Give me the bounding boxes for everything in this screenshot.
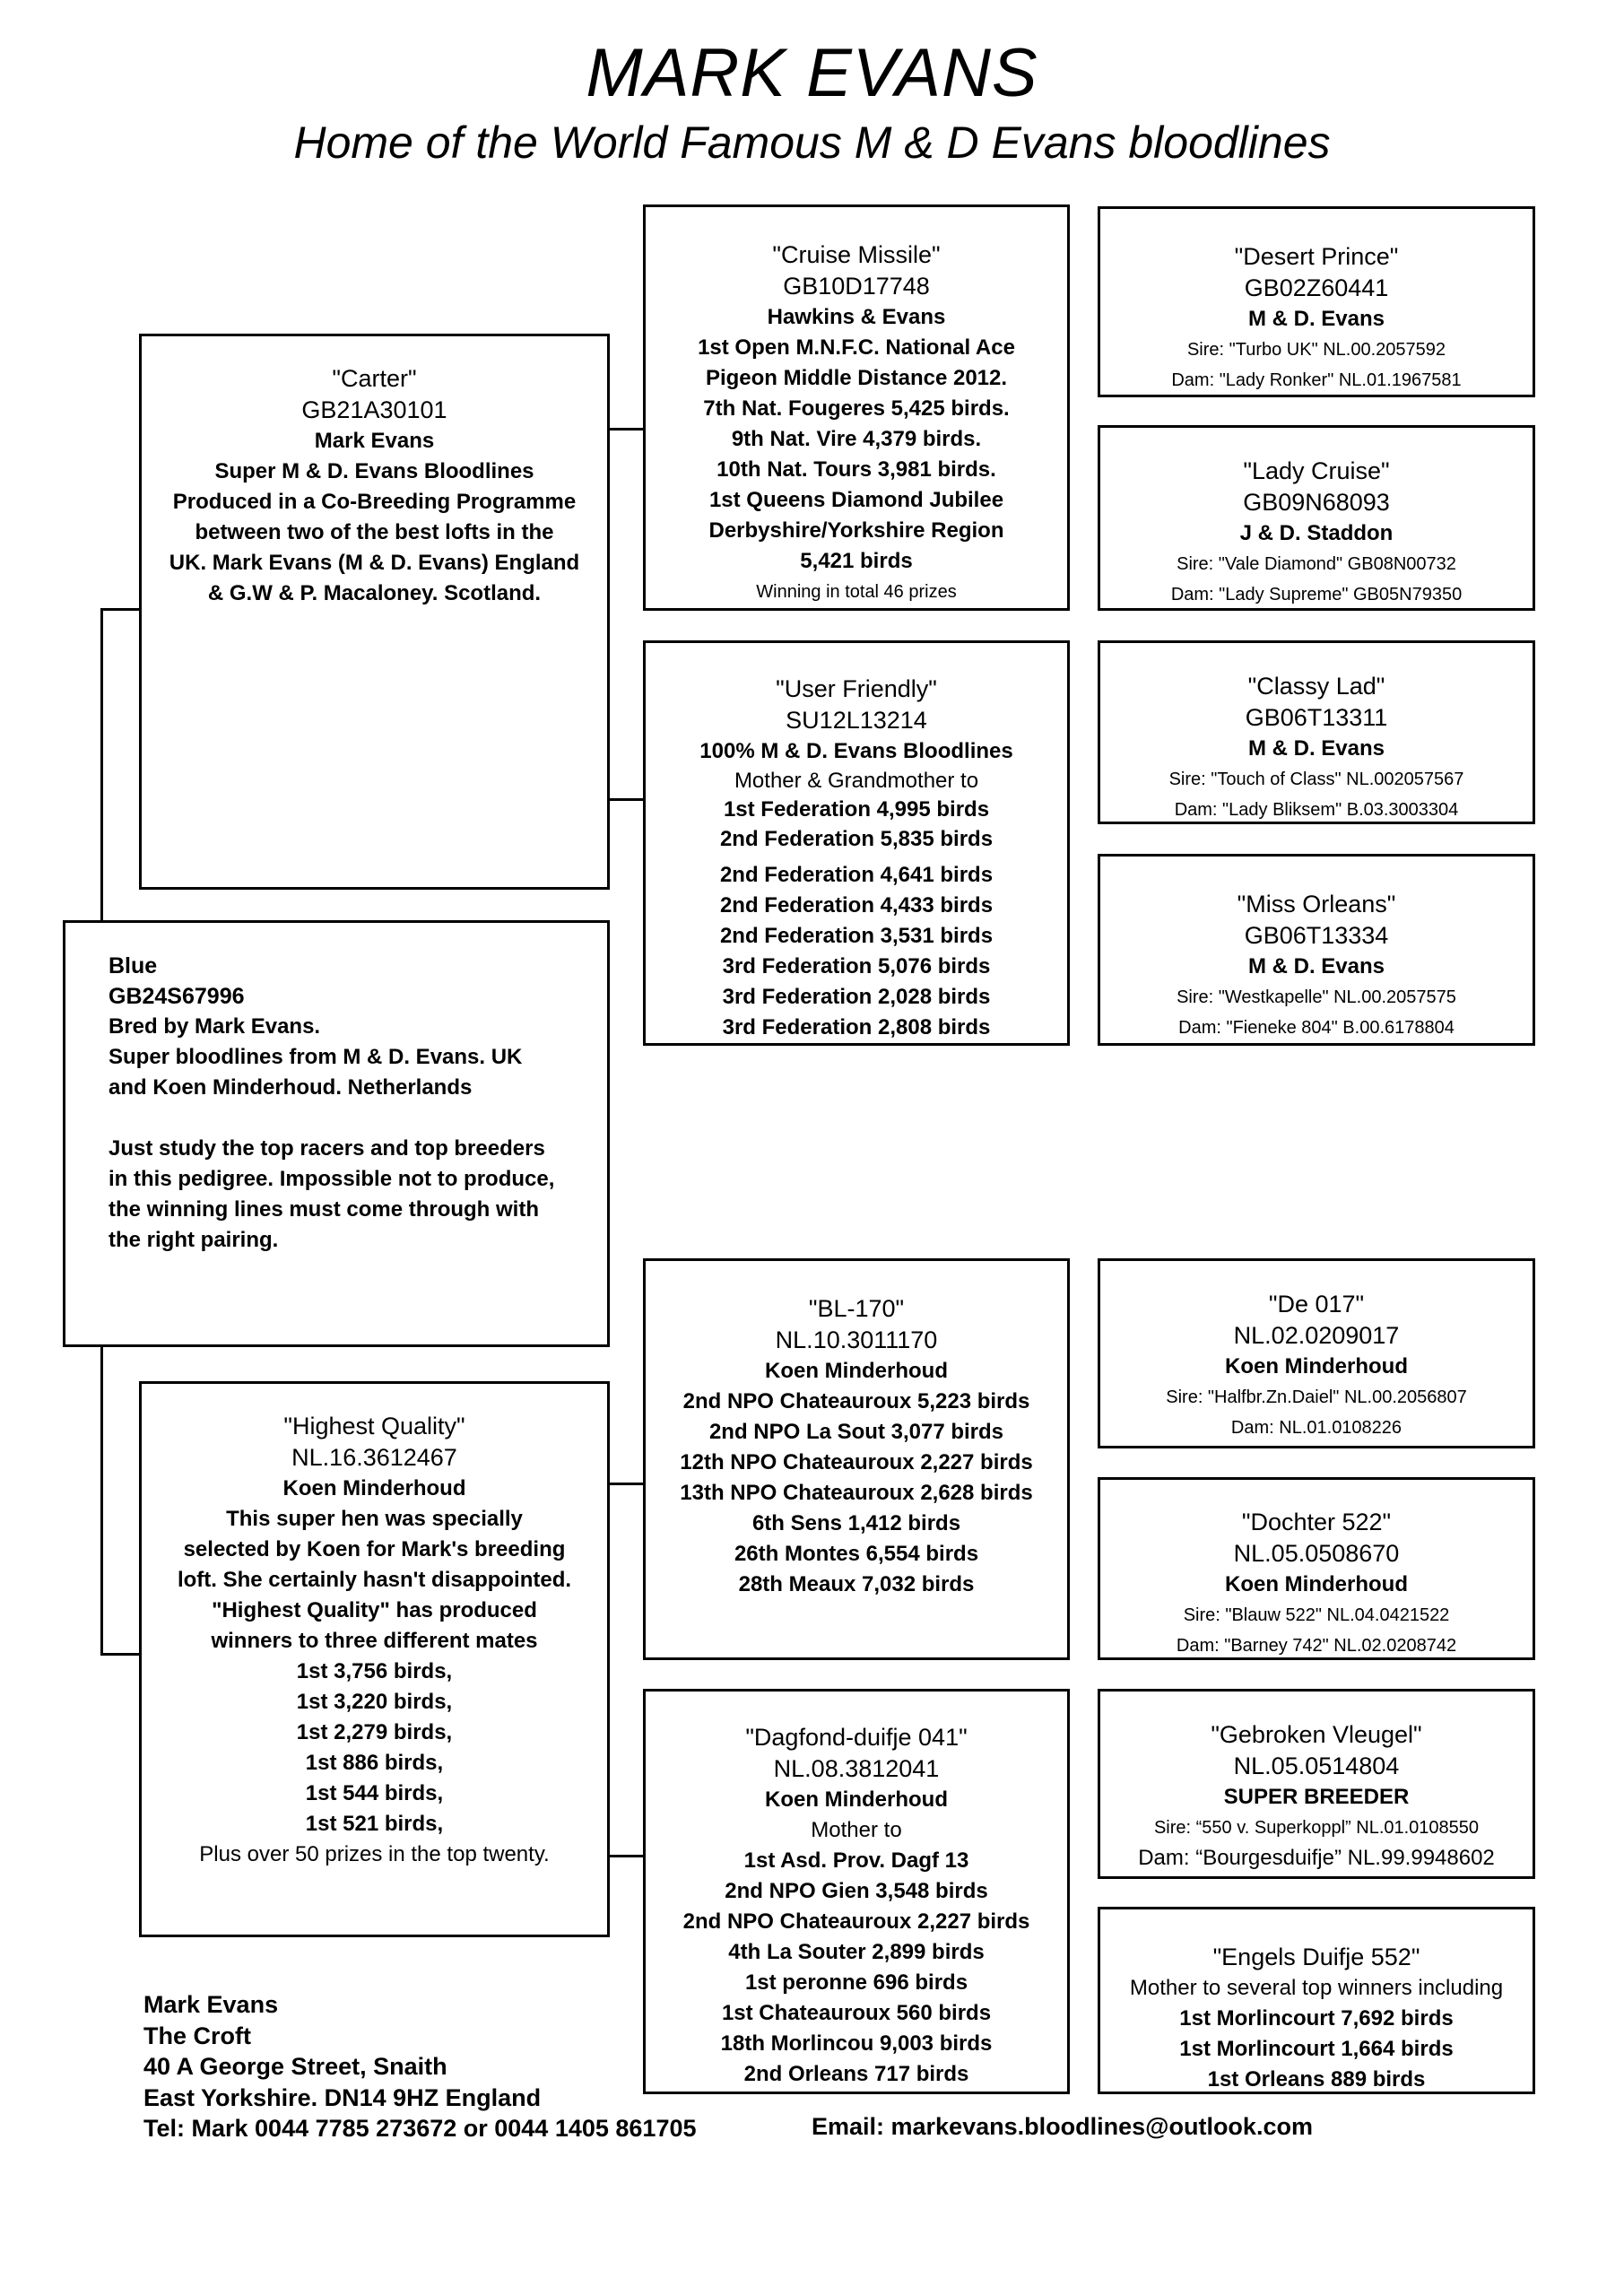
dam-dam-ring: NL.08.3812041 bbox=[773, 1755, 940, 1782]
subject-line: the winning lines must come through with bbox=[109, 1197, 539, 1222]
page-title: MARK EVANS bbox=[586, 35, 1038, 111]
gg-breeder: Koen Minderhoud bbox=[1225, 1354, 1408, 1378]
sire-sire-line: 9th Nat. Vire 4,379 birds. bbox=[731, 427, 982, 451]
sire-line: Produced in a Co-Breeding Programme bbox=[172, 490, 577, 514]
sire-line: between two of the best lofts in the bbox=[195, 520, 554, 544]
dam-sire-ring: NL.10.3011170 bbox=[775, 1326, 938, 1353]
subject-line: in this pedigree. Impossible not to produce, bbox=[109, 1167, 555, 1191]
contact-address bbox=[143, 1989, 697, 2144]
gg-dam: Dam: “Bourgesduifje” NL.99.9948602 bbox=[1138, 1846, 1495, 1870]
subject-line: the right pairing. bbox=[109, 1228, 279, 1252]
subject-name: Blue bbox=[109, 953, 158, 978]
gg-line: 1st Morlincourt 7,692 birds bbox=[1179, 2006, 1454, 2031]
sire-dam-line: 3rd Federation 5,076 birds bbox=[722, 954, 991, 978]
dam-dam-line: 18th Morlincou 9,003 birds bbox=[720, 2031, 993, 2056]
gg-dam: Dam: "Lady Bliksem" B.03.3003304 bbox=[1174, 800, 1459, 820]
wire bbox=[607, 1855, 645, 1857]
gg-name: "Miss Orleans" bbox=[1237, 891, 1396, 918]
gg-breeder: SUPER BREEDER bbox=[1223, 1785, 1410, 1809]
sire-dam-line: 3rd Federation 2,808 birds bbox=[722, 1015, 991, 1039]
dam-dam-line: 2nd Orleans 717 birds bbox=[743, 2062, 969, 2086]
sire-box bbox=[139, 334, 610, 890]
gg-name: "De 017" bbox=[1268, 1291, 1365, 1318]
wire bbox=[607, 1483, 645, 1485]
gg-box-dochter-522 bbox=[1098, 1477, 1535, 1660]
dam-line: "Highest Quality" has produced bbox=[212, 1598, 537, 1622]
gg-breeder: M & D. Evans bbox=[1247, 307, 1385, 331]
wire bbox=[607, 798, 645, 801]
sire-line: Mark Evans bbox=[314, 429, 435, 453]
gg-box-gebroken-vleugel bbox=[1098, 1689, 1535, 1879]
gg-line: 1st Morlincourt 1,664 birds bbox=[1179, 2037, 1454, 2061]
contact-line: The Croft bbox=[143, 2022, 251, 2049]
sire-name: "Carter" bbox=[332, 365, 417, 392]
sire-line: UK. Mark Evans (M & D. Evans) England bbox=[169, 551, 580, 575]
dam-sire-line: 6th Sens 1,412 birds bbox=[751, 1511, 961, 1535]
sire-sire-line: 1st Open M.N.F.C. National Ace bbox=[698, 335, 1015, 360]
gg-box-de-017 bbox=[1098, 1258, 1535, 1448]
dam-sire-line: 13th NPO Chateauroux 2,628 birds bbox=[680, 1481, 1033, 1505]
gg-line: Mother to several top winners including bbox=[1129, 1976, 1504, 2000]
gg-dam: Dam: NL.01.0108226 bbox=[1230, 1418, 1403, 1438]
gg-sire: Sire: "Halfbr.Zn.Daiel" NL.00.2056807 bbox=[1166, 1387, 1467, 1407]
dam-line: 1st 521 birds, bbox=[305, 1812, 444, 1836]
gg-dam: Dam: "Lady Supreme" GB05N79350 bbox=[1170, 585, 1463, 604]
dam-line: 1st 2,279 birds, bbox=[296, 1720, 453, 1744]
gg-breeder: M & D. Evans bbox=[1247, 954, 1385, 978]
gg-ring: NL.02.0209017 bbox=[1233, 1322, 1400, 1349]
dam-sire-line: 28th Meaux 7,032 birds bbox=[738, 1572, 975, 1596]
dam-line: winners to three different mates bbox=[211, 1629, 538, 1653]
sire-sire-line: Derbyshire/Yorkshire Region bbox=[708, 518, 1004, 543]
dam-box bbox=[139, 1381, 610, 1937]
gg-box-lady-cruise bbox=[1098, 425, 1535, 611]
dam-dam-line: 2nd NPO Gien 3,548 birds bbox=[725, 1879, 988, 1903]
sire-sire-line: Pigeon Middle Distance 2012. bbox=[705, 366, 1008, 390]
gg-ring: NL.05.0514804 bbox=[1233, 1752, 1400, 1779]
dam-line: selected by Koen for Mark's breeding bbox=[183, 1537, 566, 1561]
dam-sire-line: Koen Minderhoud bbox=[765, 1359, 948, 1383]
wire bbox=[100, 1345, 103, 1655]
sire-dam-line: 100% M & D. Evans Bloodlines bbox=[699, 739, 1013, 763]
dam-dam-line: Mother to bbox=[811, 1818, 902, 1842]
contact-line: Mark Evans bbox=[143, 1991, 279, 2018]
sire-dam-line: 2nd Federation 4,433 birds bbox=[719, 893, 994, 918]
gg-name: "Dochter 522" bbox=[1241, 1509, 1392, 1535]
sire-line: Super M & D. Evans Bloodlines bbox=[214, 459, 534, 483]
dam-dam-line: 1st Asd. Prov. Dagf 13 bbox=[743, 1848, 969, 1873]
subject-line bbox=[109, 1103, 607, 1134]
sire-sire-line: Hawkins & Evans bbox=[767, 305, 946, 329]
gg-breeder: M & D. Evans bbox=[1247, 736, 1385, 761]
subject-line: Super bloodlines from M & D. Evans. UK bbox=[109, 1045, 523, 1069]
dam-line: Koen Minderhoud bbox=[282, 1476, 466, 1500]
subject-line: Just study the top racers and top breeders bbox=[109, 1136, 545, 1161]
dam-dam-box bbox=[643, 1689, 1070, 2094]
wire bbox=[100, 608, 141, 611]
sire-dam-line: 1st Federation 4,995 birds bbox=[723, 797, 990, 822]
page-subtitle: Home of the World Famous M & D Evans bloodlines bbox=[293, 117, 1331, 168]
gg-box-classy-lad bbox=[1098, 640, 1535, 824]
sire-dam-ring: SU12L13214 bbox=[786, 707, 927, 734]
sire-dam-line: 3rd Federation 2,028 birds bbox=[722, 985, 991, 1009]
dam-dam-line: 4th La Souter 2,899 birds bbox=[728, 1940, 985, 1964]
wire bbox=[100, 1653, 141, 1656]
dam-line: 1st 544 birds, bbox=[305, 1781, 444, 1805]
dam-line: 1st 886 birds, bbox=[305, 1751, 444, 1775]
dam-dam-line: 2nd NPO Chateauroux 2,227 birds bbox=[682, 1909, 1030, 1934]
contact-line: East Yorkshire. DN14 9HZ England bbox=[143, 2083, 542, 2111]
gg-breeder: Koen Minderhoud bbox=[1225, 1572, 1408, 1596]
dam-sire-line: 12th NPO Chateauroux 2,227 birds bbox=[680, 1450, 1033, 1474]
wire bbox=[607, 428, 645, 430]
subject-line: Bred by Mark Evans. bbox=[109, 1014, 321, 1039]
dam-line: This super hen was specially bbox=[226, 1507, 523, 1531]
dam-dam-line: 1st peronne 696 birds bbox=[744, 1970, 968, 1995]
contact-phone: Tel: Mark 0044 7785 273672 or 0044 1405 861705 bbox=[143, 2115, 697, 2142]
contact-line: 40 A George Street, Snaith bbox=[143, 2053, 447, 2080]
sire-sire-line: 10th Nat. Tours 3,981 birds. bbox=[716, 457, 996, 482]
sire-sire-ring: GB10D17748 bbox=[783, 273, 930, 300]
gg-sire: Sire: "Touch of Class" NL.002057567 bbox=[1168, 770, 1464, 789]
subject-ring: GB24S67996 bbox=[109, 984, 245, 1009]
gg-box-miss-orleans bbox=[1098, 854, 1535, 1046]
gg-dam: Dam: "Barney 742" NL.02.0208742 bbox=[1176, 1636, 1457, 1656]
sire-sire-line: 7th Nat. Fougeres 5,425 birds. bbox=[703, 396, 1010, 421]
contact-email: Email: markevans.bloodlines@outlook.com bbox=[812, 2113, 1313, 2140]
dam-name: "Highest Quality" bbox=[283, 1413, 465, 1439]
dam-dam-name: "Dagfond-duifje 041" bbox=[745, 1724, 968, 1751]
gg-name: "Desert Prince" bbox=[1234, 243, 1399, 270]
dam-sire-line: 26th Montes 6,554 birds bbox=[734, 1542, 979, 1566]
dam-sire-line: 2nd NPO La Sout 3,077 birds bbox=[708, 1420, 1004, 1444]
dam-dam-line: Koen Minderhoud bbox=[765, 1787, 948, 1812]
sire-sire-name: "Cruise Missile" bbox=[772, 241, 941, 268]
gg-box-engels-duifje bbox=[1098, 1907, 1535, 2094]
sire-dam-box bbox=[643, 640, 1070, 1046]
sire-line: & G.W & P. Macaloney. Scotland. bbox=[207, 581, 542, 605]
gg-sire: Sire: "Westkapelle" NL.00.2057575 bbox=[1177, 987, 1456, 1007]
dam-sire-line: 2nd NPO Chateauroux 5,223 birds bbox=[682, 1389, 1030, 1413]
wire bbox=[100, 608, 103, 922]
gg-ring: GB06T13334 bbox=[1244, 922, 1389, 949]
sire-dam-line: 2nd Federation 5,835 birds bbox=[719, 827, 994, 851]
gg-sire: Sire: "Blauw 522" NL.04.0421522 bbox=[1183, 1605, 1450, 1625]
sire-sire-last-line: Winning in total 46 prizes bbox=[756, 582, 957, 602]
dam-dam-line: 1st Chateauroux 560 birds bbox=[721, 2001, 992, 2025]
sire-dam-line: 2nd Federation 4,641 birds bbox=[719, 863, 994, 887]
gg-name: "Classy Lad" bbox=[1247, 673, 1385, 700]
dam-sire-name: "BL-170" bbox=[808, 1295, 905, 1322]
gg-dam: Dam: "Fieneke 804" B.00.6178804 bbox=[1178, 1018, 1455, 1038]
gg-sire: Sire: "Turbo UK" NL.00.2057592 bbox=[1186, 340, 1446, 360]
gg-dam: Dam: "Lady Ronker" NL.01.1967581 bbox=[1171, 370, 1462, 390]
dam-last-line: Plus over 50 prizes in the top twenty. bbox=[199, 1842, 550, 1866]
gg-name: "Lady Cruise" bbox=[1243, 457, 1390, 484]
sire-sire-line: 5,421 birds bbox=[800, 549, 913, 573]
gg-breeder: J & D. Staddon bbox=[1239, 521, 1394, 545]
sire-sire-box bbox=[643, 204, 1070, 611]
gg-name: "Engels Duifje 552" bbox=[1212, 1944, 1420, 1970]
gg-ring: NL.05.0508670 bbox=[1233, 1540, 1400, 1567]
dam-line: 1st 3,756 birds, bbox=[296, 1659, 453, 1683]
sire-dam-line: 2nd Federation 3,531 birds bbox=[719, 924, 994, 948]
dam-sire-box bbox=[643, 1258, 1070, 1660]
gg-ring: GB06T13311 bbox=[1245, 704, 1388, 731]
gg-sire: Sire: "Vale Diamond" GB08N00732 bbox=[1177, 554, 1456, 574]
dam-line: loft. She certainly hasn't disappointed. bbox=[177, 1568, 572, 1592]
sire-ring: GB21A30101 bbox=[301, 396, 447, 423]
subject-box bbox=[63, 920, 610, 1347]
gg-ring: GB09N68093 bbox=[1243, 489, 1390, 516]
subject-line: and Koen Minderhoud. Netherlands bbox=[109, 1075, 473, 1100]
gg-sire: Sire: “550 v. Superkoppl” NL.01.0108550 bbox=[1153, 1818, 1480, 1838]
gg-line: 1st Orleans 889 birds bbox=[1207, 2067, 1426, 2092]
gg-name: "Gebroken Vleugel" bbox=[1211, 1721, 1422, 1748]
dam-ring: NL.16.3612467 bbox=[291, 1444, 457, 1471]
sire-dam-name: "User Friendly" bbox=[776, 675, 937, 702]
gg-box-desert-prince bbox=[1098, 206, 1535, 397]
dam-line: 1st 3,220 birds, bbox=[296, 1690, 453, 1714]
sire-dam-line: Mother & Grandmother to bbox=[734, 769, 979, 793]
gg-ring: GB02Z60441 bbox=[1244, 274, 1389, 301]
sire-sire-line: 1st Queens Diamond Jubilee bbox=[708, 488, 1004, 512]
